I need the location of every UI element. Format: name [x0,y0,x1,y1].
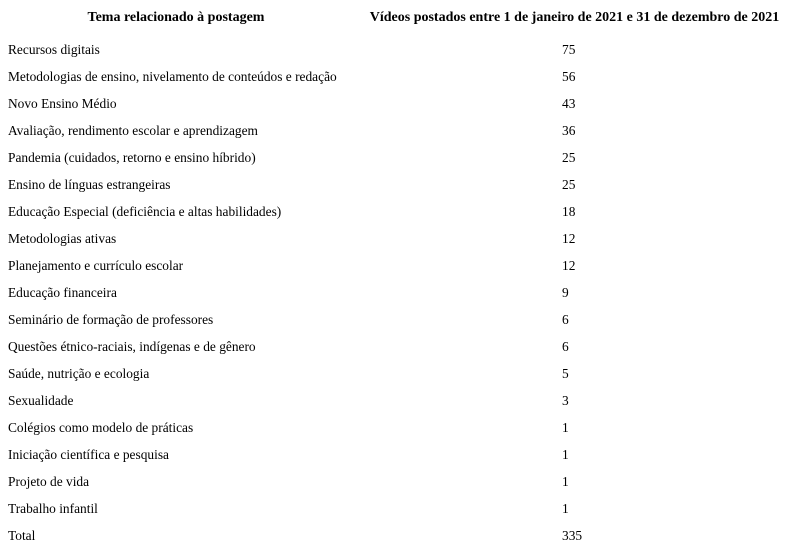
videos-column-header: Vídeos postados entre 1 de janeiro de 2021 e 31 de dezembro de 2021 [369,10,780,25]
count-cell: 12 [562,231,576,246]
table-row [0,252,788,279]
table-row [0,333,788,360]
count-cell: 43 [562,96,576,111]
topic-cell: Recursos digitais [8,42,100,57]
table-row [0,360,788,387]
topic-cell: Metodologias ativas [8,231,117,246]
table-row [0,468,788,495]
count-cell: 1 [562,474,569,489]
count-cell: 75 [562,42,576,57]
topic-cell: Novo Ensino Médio [8,96,117,111]
table-row [0,36,788,63]
count-cell: 6 [562,339,569,354]
table-row [0,441,788,468]
topic-column-header: Tema relacionado à postagem [87,10,265,25]
count-cell: 1 [562,447,569,462]
count-cell: 6 [562,312,569,327]
count-cell: 18 [562,204,576,219]
table-row [0,90,788,117]
table-row [0,225,788,252]
topic-cell: Avaliação, rendimento escolar e aprendizagem [8,123,258,138]
count-cell: 25 [562,177,576,192]
count-cell: 56 [562,69,576,84]
count-cell: 1 [562,420,569,435]
table-row [0,198,788,225]
topic-cell: Sexualidade [8,393,74,408]
total-count-cell: 335 [562,528,583,543]
topic-cell: Trabalho infantil [8,501,98,516]
table-row [0,144,788,171]
topic-cell: Educação Especial (deficiência e altas habilidades) [8,204,282,219]
total-row [0,522,788,549]
count-cell: 25 [562,150,576,165]
header-row [0,0,788,36]
topic-cell: Planejamento e currículo escolar [8,258,184,273]
topic-cell: Educação financeira [8,285,117,300]
table-row [0,306,788,333]
topic-cell: Metodologias de ensino, nivelamento de conteúdos e redação [8,69,337,84]
topic-cell: Questões étnico-raciais, indígenas e de gênero [8,339,256,354]
count-cell: 1 [562,501,569,516]
topic-cell: Projeto de vida [8,474,90,489]
topic-cell: Saúde, nutrição e ecologia [8,366,150,381]
table-row [0,63,788,90]
topic-cell: Iniciação científica e pesquisa [8,447,169,462]
table-row [0,414,788,441]
count-cell: 5 [562,366,569,381]
topic-cell: Pandemia (cuidados, retorno e ensino híbrido) [8,150,256,165]
count-cell: 3 [562,393,569,408]
table-row [0,387,788,414]
topic-cell: Seminário de formação de professores [8,312,214,327]
table-row [0,279,788,306]
topic-cell: Colégios como modelo de práticas [8,420,194,435]
count-cell: 36 [562,123,576,138]
count-cell: 12 [562,258,576,273]
total-label-cell: Total [8,528,36,543]
table-row [0,495,788,522]
count-cell: 9 [562,285,569,300]
table-row [0,171,788,198]
topic-cell: Ensino de línguas estrangeiras [8,177,171,192]
table-row [0,117,788,144]
